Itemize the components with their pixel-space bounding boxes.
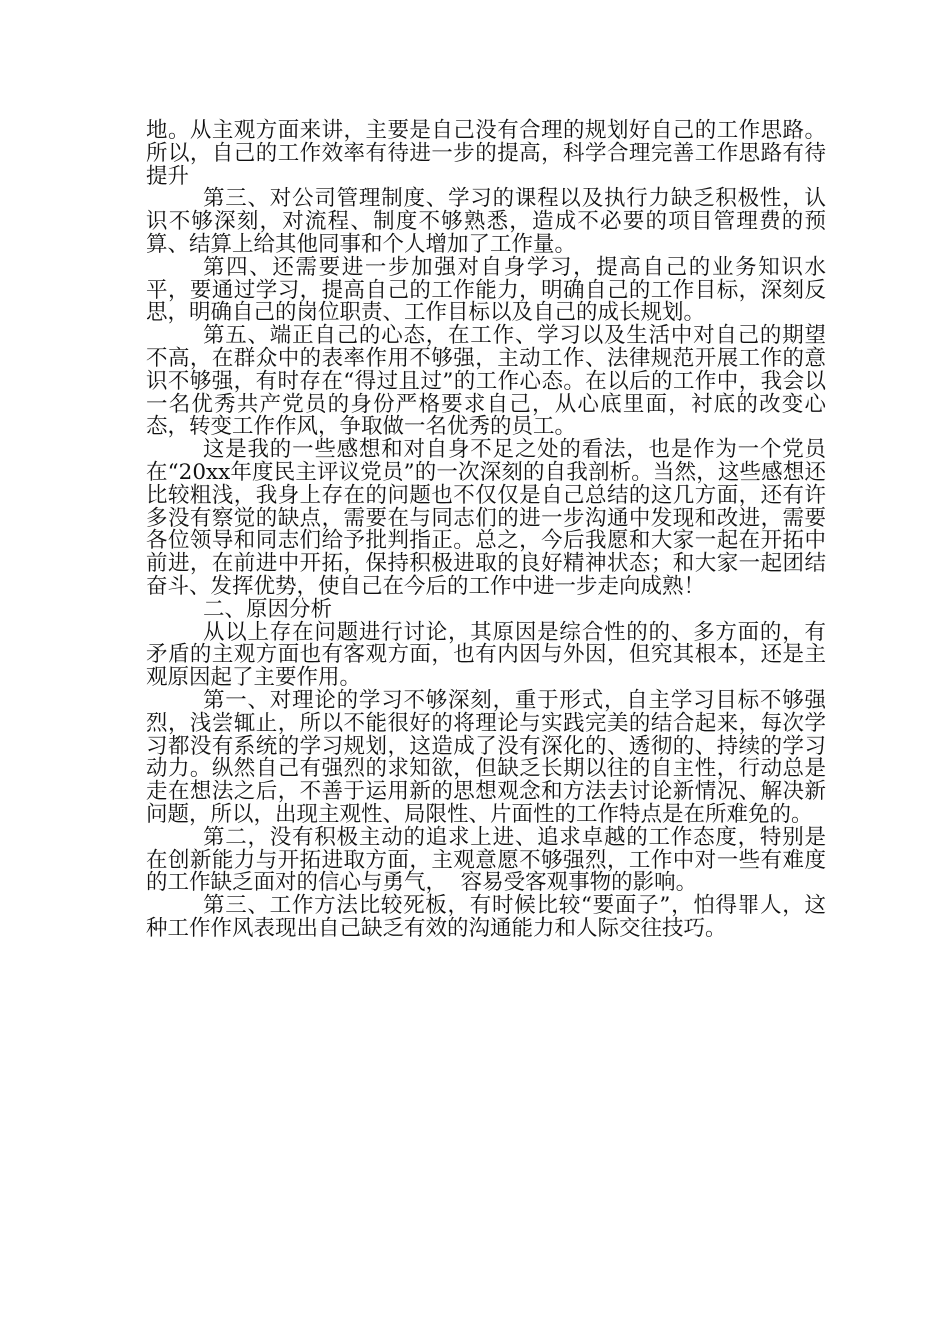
paragraph-third-point: 第三、对公司管理制度、学习的课程以及执行力缺乏积极性，认识不够深刻，对流程、制度不够熟悉，造成不必要的项目管理费的预算、结算上给其他同事和个人增加了工作量。: [146, 186, 826, 257]
section-heading: 二、原因分析: [202, 596, 332, 622]
paragraph-cause-third: 第三、工作方法比较死板，有时候比较“要面子”，怕得罪人，这种工作作风表现出自己缺乏有效的沟通能力和人际交往技巧。: [146, 893, 826, 941]
paragraph-fourth-point: 第四、还需要进一步加强对自身学习，提高自己的业务知识水平，要通过学习，提高自己的工作能力，明确自己的工作目标，深刻反思，明确自己的岗位职责、工作目标以及自己的成长规划。: [146, 254, 826, 326]
paragraph-cause-first: 第一、对理论的学习不够深刻，重于形式，自主学习目标不够强烈，浅尝辄止，所以不能很好的将理论与实践完美的结合起来，每次学习都没有系统的学习规划，这造成了没有深化的、透彻的、持续的学习动力。纵然自己有强烈的求知欲，但缺乏长期以往的自主性，行动总是走在想法之后，不善于运用新的思想观念和方法去讨论新情况、解决新问题，所以，出现主观性、局限性、片面性的工作特点是在所难免的。: [146, 687, 826, 827]
paragraph-continuation: 地。从主观方面来讲，主要是自己没有合理的规划好自己的工作思路。所以，自己的工作效率有待进一步的提高，科学合理完善工作思路有待提升: [146, 118, 826, 189]
paragraph-cause-intro: 从以上存在问题进行讨论，其原因是综合性的的、多方面的，有矛盾的主观方面也有客观方面，也有内因与外因，但究其根本，还是主观原因起了主要作用。: [146, 619, 826, 691]
paragraph-summary: 这是我的一些感想和对自身不足之处的看法，也是作为一个党员在“20xx年度民主评议党员”的一次深刻的自我剖析。当然，这些感想还比较粗浅，我身上存在的问题也不仅仅是自己总结的这几方面，还有许多没有察觉的缺点，需要在与同志们的进一步沟通中发现和改进，需要各位领导和同志们给予批判指正。总之，今后我愿和大家一起在开拓中前进，在前进中开拓，保持积极进取的良好精神状态；和大家一起团结奋斗、发挥优势，使自己在今后的工作中进一步走向成熟！: [146, 437, 826, 599]
paragraph-cause-second: 第二，没有积极主动的追求上进、追求卓越的工作态度，特别是在创新能力与开拓进取方面，主观意愿不够强烈，工作中对一些有难度的工作缺乏面对的信心与勇气， 容易受客观事物的影响。: [146, 824, 826, 896]
paragraph-fifth-point: 第五、端正自己的心态，在工作、学习以及生活中对自己的期望不高，在群众中的表率作用不够强，主动工作、法律规范开展工作的意识不够强，有时存在“得过且过”的工作心态。在以后的工作中，我会以一名优秀共产党员的身份严格要求自己，从心底里面，衬底的改变心态，转变工作作风，争取做一名优秀的员工。: [146, 323, 826, 440]
document-body: [146, 120, 826, 941]
